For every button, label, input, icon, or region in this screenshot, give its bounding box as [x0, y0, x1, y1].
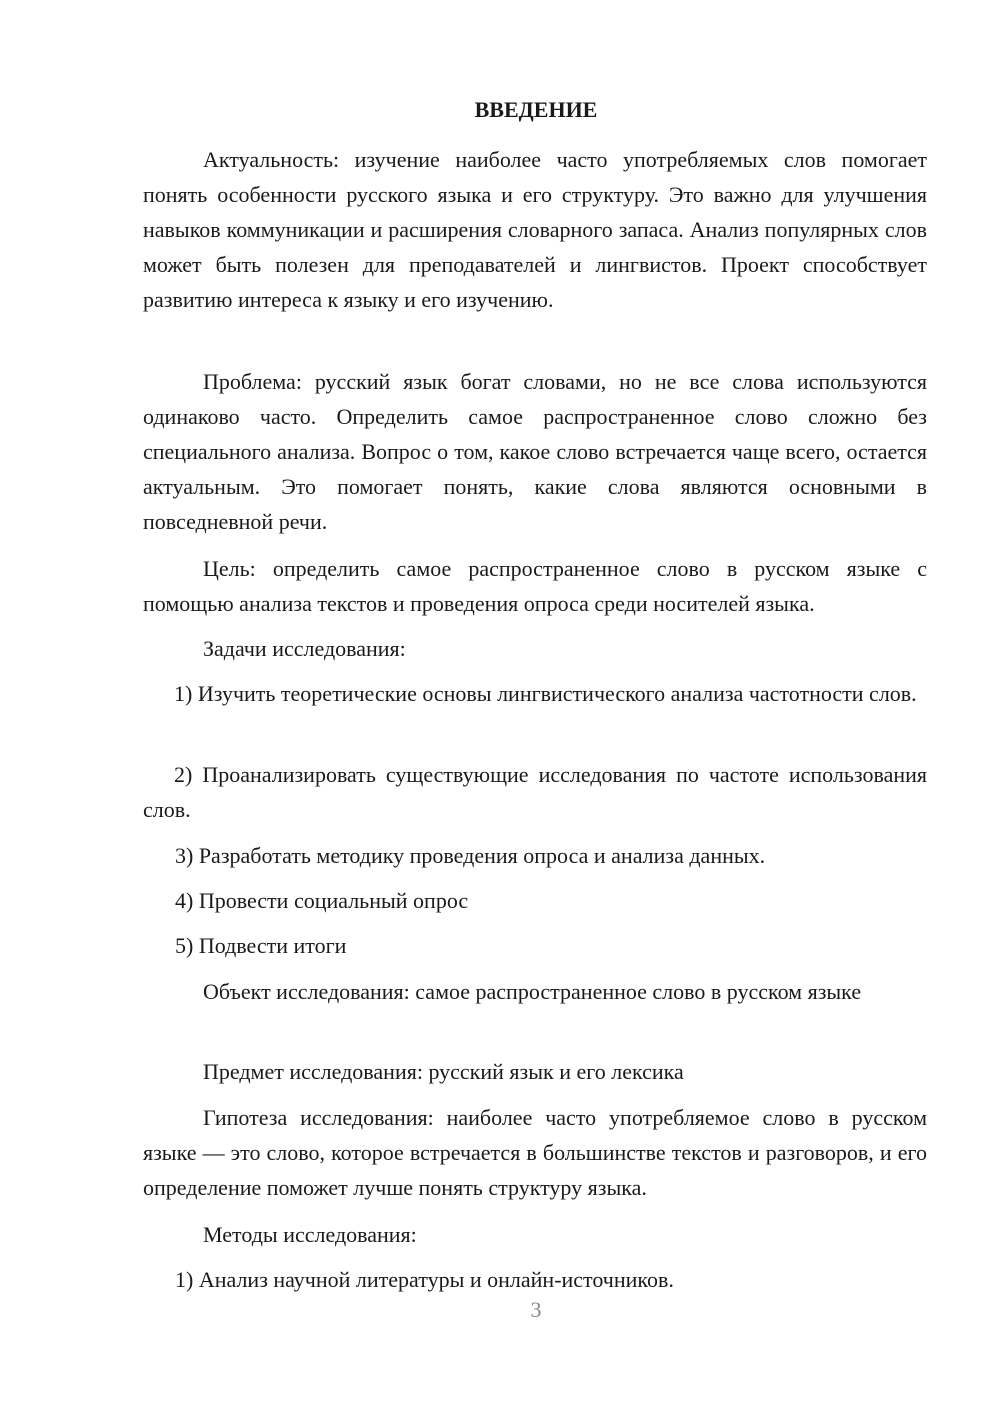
methods-heading: Методы исследования:: [203, 1222, 417, 1247]
paragraph-goal: Цель: определить самое распространенное слово в русском языке с помощью анализа текстов и проведения опроса среди носителей языка.: [143, 556, 927, 616]
paragraph-hypothesis: Гипотеза исследования: наиболее часто употребляемое слово в русском языке — это слово, которое встречается в большинстве текстов и разговоров, и его определение поможет лучше понять структуру языка.: [143, 1105, 927, 1200]
tasks-heading: Задачи исследования:: [203, 636, 406, 661]
task-item-1: 1) Изучить теоретические основы лингвистического анализа частотности слов.: [174, 681, 917, 706]
paragraph-subject: Предмет исследования: русский язык и его лексика: [203, 1059, 684, 1084]
task-item-4: 4) Провести социальный опрос: [175, 888, 469, 913]
paragraph-relevance: Актуальность: изучение наиболее часто употребляемых слов помогает понять особенности русского языка и его структуру. Это важно для улучшения навыков коммуникации и расширения словарного запаса. Анализ популярных слов может быть полезен для преподавателей и лингвистов. Проект способствует развитию интереса к языку и его изучению.: [143, 147, 927, 312]
page-number: 3: [530, 1297, 542, 1322]
paragraph-problem: Проблема: русский язык богат словами, но не все слова используются одинаково часто. Определить самое распространенное слово сложно без специального анализа. Вопрос о том, какое слово встречается чаще всего, остается актуальным. Это помогает понять, какие слова являются основными в повседневной речи.: [143, 369, 927, 534]
method-item-1: 1) Анализ научной литературы и онлайн-источников.: [175, 1267, 674, 1292]
paragraph-object: Объект исследования: самое распространенное слово в русском языке: [203, 979, 862, 1004]
page-title: ВВЕДЕНИЕ: [474, 97, 598, 122]
task-item-5: 5) Подвести итоги: [175, 933, 347, 958]
task-item-3: 3) Разработать методику проведения опроса и анализа данных.: [175, 843, 766, 868]
task-item-2: 2) Проанализировать существующие исследования по частоте использования слов.: [143, 762, 927, 822]
